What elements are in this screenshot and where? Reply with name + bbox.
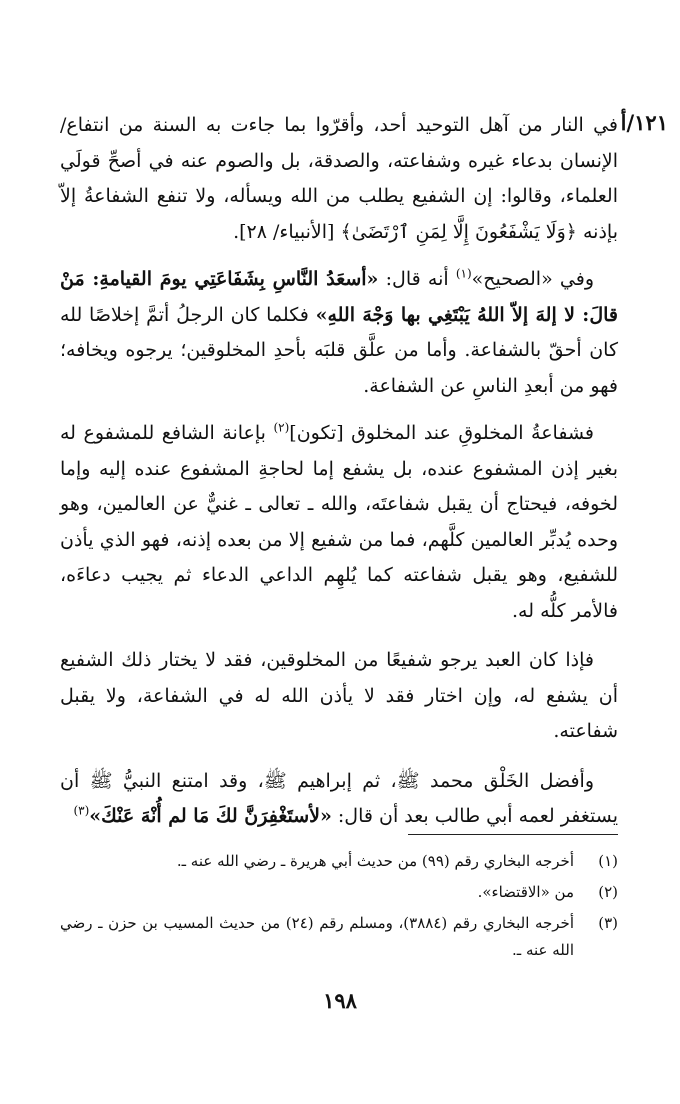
footnote-item: [60, 879, 618, 906]
paragraph-5: [60, 764, 618, 835]
paragraph-4: فإذا كان العبد يرجو شفيعًا من المخلوقين، فقد لا يختار ذلك الشفيع أن يشفع له، وإن اختار فقد لا يأذن الله له في الشفاعة، ولا يقبل شفاعته.: [60, 649, 619, 742]
footnote-ref-3[interactable]: (٣): [73, 803, 90, 818]
hadith-quote-1: «أسعَدُ النَّاسِ بِشَفَاعَتِي يومَ القيامةِ: مَنْ قالَ: لا إلهَ إلاّ اللهُ يَبْتَغِي بها وَجْهَ اللهِ»: [60, 268, 618, 326]
footnote-ref-1[interactable]: (١): [455, 266, 472, 281]
paragraph-3-after: بإعانة الشافع للمشفوع له بغير إذن المشفوع عنده، بل يشفع إما لحاجةِ المشفوع عنده إليه وإما لخوفه، فيحتاج أن يقبل شفاعتَه، والله ـ تعالى ـ غنيٌّ عن العالمين، وهو وحده يُدبِّر العالمين كلَّهم، فما من شفيع إلا من بعده إذنه، فهو الذي يأذن للشفيع، وهو يقبل شفاعته كما يُلهِم الداعي الدعاء ثم يجيب دعاءَه، فالأمر كلُّه له.: [60, 422, 618, 622]
paragraph-2-before: وفي «الصحيح»: [471, 268, 594, 290]
footnote-ref-2[interactable]: (٢): [273, 420, 290, 435]
paragraph-5-before: وأفضل الخَلْق محمد ﷺ، ثم إبراهيم ﷺ، وقد امتنع النبيُّ ﷺ أن يستغفر لعمه أبي طالب بعد أن قال:: [60, 769, 618, 827]
footnote-text: أخرجه البخاري رقم (٩٩) من حديث أبي هريرة ـ رضي الله عنه ـ.: [176, 852, 574, 870]
footnote-item: [60, 848, 618, 875]
footnote-divider: [408, 834, 618, 835]
footnote-number: (٣): [598, 914, 618, 932]
footnote-text: من «الاقتضاء».: [477, 883, 574, 901]
paragraph-2-after: فكلما كان الرجلُ أتمَّ إخلاصًا لله كان أحقّ بالشفاعة. وأما من علَّق قلبَه بأحدِ المخلوقين؛ يرجوه ويخافه؛ فهو من أبعدِ الناسِ عن الشفاعة.: [60, 303, 618, 397]
paragraph-1: في النار من آهل التوحيد أحد، وأقرّوا بما جاءت به السنة من انتفاع/ الإنسان بدعاء غيره وشفاعته، والصدقة، بل والصوم عنه في أصحِّ قولَي العلماء، وقالوا: إن الشفيع يطلب من الله ويسأله، ولا تنفع الشفاعةُ إلاّ بإذنه ﴿وَلَا يَشْفَعُونَ إِلَّا لِمَنِ ٱرْتَضَىٰ﴾ [الأنبياء/ ٢٨].: [60, 114, 618, 243]
footnotes-list: [60, 848, 618, 968]
paragraph-2: [60, 262, 618, 404]
margin-folio-marker: ١٢١/أ: [620, 110, 668, 135]
paragraph-2-mid: أنه قال:: [378, 268, 456, 290]
footnote-text: أخرجه البخاري رقم (٣٨٨٤)، ومسلم رقم (٢٤) من حديث المسيب بن حزن ـ رضي الله عنه ـ.: [60, 914, 574, 959]
footnote-number: (١): [598, 852, 618, 870]
page-number: ١٩٨: [323, 988, 357, 1013]
hadith-quote-2: «لأستَغْفِرَنَّ لكَ مَا لم أُنْهَ عَنْكَ»: [89, 805, 332, 827]
main-text: [60, 108, 618, 835]
footnote-number: (٢): [598, 883, 618, 901]
paragraph-3-before: فشفاعةُ المخلوقِ عند المخلوق [تكون]: [289, 422, 594, 444]
footnote-item: [60, 910, 618, 964]
paragraph-3: [60, 416, 618, 629]
